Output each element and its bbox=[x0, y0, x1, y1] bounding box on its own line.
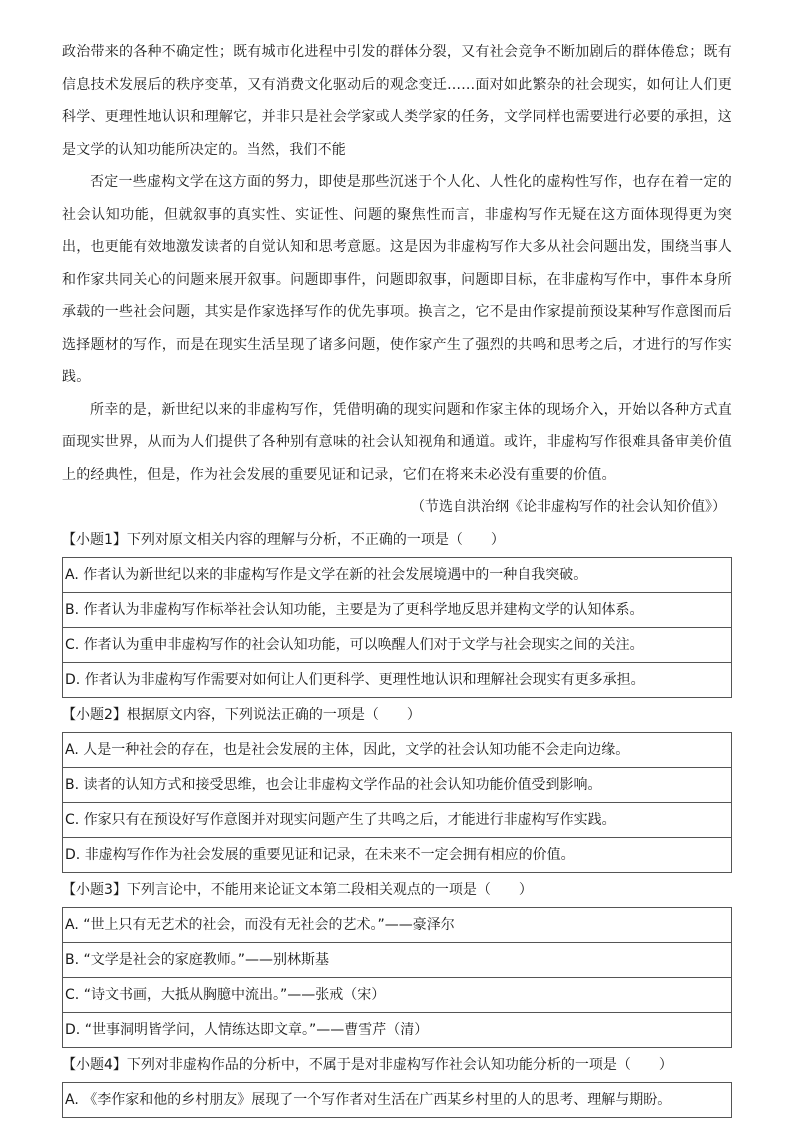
text-line: 学的认知功能所决定的。当然，我们不能 bbox=[90, 141, 347, 158]
text-line: 现实世界，从而为人们提供了各种别有意味的社会认知视角和通道。或许，非虚构写作很难具备审美价值上的 bbox=[62, 434, 733, 483]
question-4 bbox=[62, 1054, 732, 1118]
question-stem: 【小题1】下列对原文相关内容的理解与分析，不正确的一项是（ ） bbox=[62, 532, 505, 548]
options-table bbox=[62, 557, 732, 698]
option-label: A. bbox=[65, 1092, 79, 1108]
option-a[interactable] bbox=[63, 908, 731, 942]
options-table bbox=[62, 907, 732, 1048]
text-line: 息技术发展后的秩序变革，又有消费文化驱动后的观念变迁……面对如此繁杂的社会现实，如何让人们更科 bbox=[62, 76, 732, 125]
option-text: 非虚构写作作为社会发展的重要见证和记录，在未来不一定会拥有相应的价值。 bbox=[84, 847, 575, 863]
option-label: D. bbox=[65, 847, 81, 863]
option-label: D. bbox=[65, 1022, 81, 1038]
option-a[interactable] bbox=[63, 558, 731, 592]
question-3 bbox=[62, 879, 732, 1048]
option-label: D. bbox=[65, 672, 81, 688]
passage-paragraph-1 bbox=[62, 36, 732, 166]
option-c[interactable] bbox=[63, 802, 731, 837]
option-d[interactable] bbox=[63, 662, 731, 697]
option-text: 作家只有在预设好写作意图并对现实问题产生了共鸣之后，才能进行非虚构写作实践。 bbox=[83, 812, 616, 828]
option-a[interactable] bbox=[63, 733, 731, 767]
text-line: 更能有效地激发读者的自觉认知和思考意愿。这是因为非虚构写作大多从社会问题出发，围绕当事人和作家共 bbox=[62, 239, 732, 288]
options-table bbox=[62, 1082, 732, 1118]
option-label: A. bbox=[65, 742, 79, 758]
text-line: 政治带来的各种不确定性；既有城市化进程中引发的群体分裂，又有社会竞争不断加剧后的群体倦怠；既有信 bbox=[62, 44, 732, 93]
option-text: 《李作家和他的乡村朋友》展现了一个写作者对生活在广西某乡村里的人的思考、理解与期盼。 bbox=[83, 1092, 672, 1108]
option-label: C. bbox=[65, 812, 80, 828]
option-c[interactable] bbox=[63, 977, 731, 1012]
option-d[interactable] bbox=[63, 1012, 731, 1047]
option-text: “世事洞明皆学问，人情练达即文章。”——曹雪芹（清） bbox=[84, 1022, 429, 1038]
option-text: 作者认为非虚构写作需要对如何让人们更科学、更理性地认识和理解社会现实有更多承担。 bbox=[84, 672, 645, 688]
option-text: 作者认为新世纪以来的非虚构写作是文学在新的社会发展境遇中的一种自我突破。 bbox=[83, 567, 588, 583]
passage-source: （节选自洪治纲《论非虚构写作的社会认知价值》） bbox=[411, 499, 726, 515]
option-c[interactable] bbox=[63, 627, 731, 662]
question-stem: 【小题2】根据原文内容，下列说法正确的一项是（ ） bbox=[62, 707, 421, 723]
option-b[interactable] bbox=[63, 942, 731, 977]
option-d[interactable] bbox=[63, 837, 731, 872]
option-b[interactable] bbox=[63, 767, 731, 802]
text-line: 否定一些虚构文学在这方面的努力，即使是那些沉迷于个人化、人性化的虚构性写作，也存在着一定的社 bbox=[62, 174, 732, 223]
passage bbox=[62, 36, 732, 523]
passage-paragraph-3 bbox=[62, 394, 732, 492]
question-1 bbox=[62, 529, 732, 698]
option-a[interactable] bbox=[63, 1083, 731, 1117]
text-line: 学、更理性地认识和理解它，并非只是社会学家或人类学家的任务，文学同样也需要进行必要的承担，这是文 bbox=[62, 109, 733, 158]
option-text: 人是一种社会的存在，也是社会发展的主体，因此，文学的社会认知功能不会走向边缘。 bbox=[83, 742, 630, 758]
option-label: B. bbox=[65, 602, 80, 618]
passage-paragraph-2 bbox=[62, 166, 732, 394]
text-line: 同关心的问题来展开叙事。问题即事件，问题即叙事，问题即目标，在非虚构写作中，事件本身所承载的一些 bbox=[62, 271, 732, 320]
options-table bbox=[62, 732, 732, 873]
option-text: “世上只有无艺术的社会，而没有无社会的艺术。”——豪泽尔 bbox=[83, 917, 455, 933]
text-line: 经典性，但是，作为社会发展的重要见证和记录，它们在将来未必没有重要的价值。 bbox=[90, 466, 616, 483]
option-label: A. bbox=[65, 567, 79, 583]
option-text: 读者的认知方式和接受思维，也会让非虚构文学作品的社会认知功能价值受到影响。 bbox=[83, 777, 602, 793]
option-text: “诗文书画，大抵从胸臆中流出。”——张戒（宋） bbox=[83, 987, 386, 1003]
option-label: C. bbox=[65, 637, 80, 653]
option-text: 作者认为非虚构写作标举社会认知功能，主要是为了更科学地反思并建构文学的认知体系。 bbox=[83, 602, 644, 618]
option-label: B. bbox=[65, 777, 80, 793]
question-2 bbox=[62, 704, 732, 873]
text-line: 所幸的是，新世纪以来的非虚构写作，凭借明确的现实问题和作家主体的现场介入，开始以各种方式直面 bbox=[62, 401, 732, 450]
text-line: 社会问题，其实是作家选择写作的优先事项。换言之，它不是由作家提前预设某种写作意图而后选择题材的写 bbox=[62, 304, 733, 353]
question-stem: 【小题3】下列言论中，不能用来论证文本第二段相关观点的一项是（ ） bbox=[62, 882, 533, 898]
option-label: A. bbox=[65, 917, 79, 933]
option-label: C. bbox=[65, 987, 80, 1003]
option-label: B. bbox=[65, 952, 80, 968]
text-line: 会认知功能，但就叙事的真实性、实证性、问题的聚焦性而言，非虚构写作无疑在这方面体现得更为突出，也 bbox=[62, 206, 732, 255]
document-page bbox=[62, 36, 732, 1118]
option-text: 作者认为重申非虚构写作的社会认知功能，可以唤醒人们对于文学与社会现实之间的关注。 bbox=[83, 637, 644, 653]
question-stem: 【小题4】下列对非虚构作品的分析中，不属于是对非虚构写作社会认知功能分析的一项是（ ） bbox=[62, 1057, 673, 1073]
option-b[interactable] bbox=[63, 592, 731, 627]
option-text: “文学是社会的家庭教师。”——别林斯基 bbox=[83, 952, 330, 968]
text-line: 作，而是在现实生活呈现了诸多问题，使作家产生了强烈的共鸣和思考之后，才进行的写作实践。 bbox=[62, 336, 732, 385]
